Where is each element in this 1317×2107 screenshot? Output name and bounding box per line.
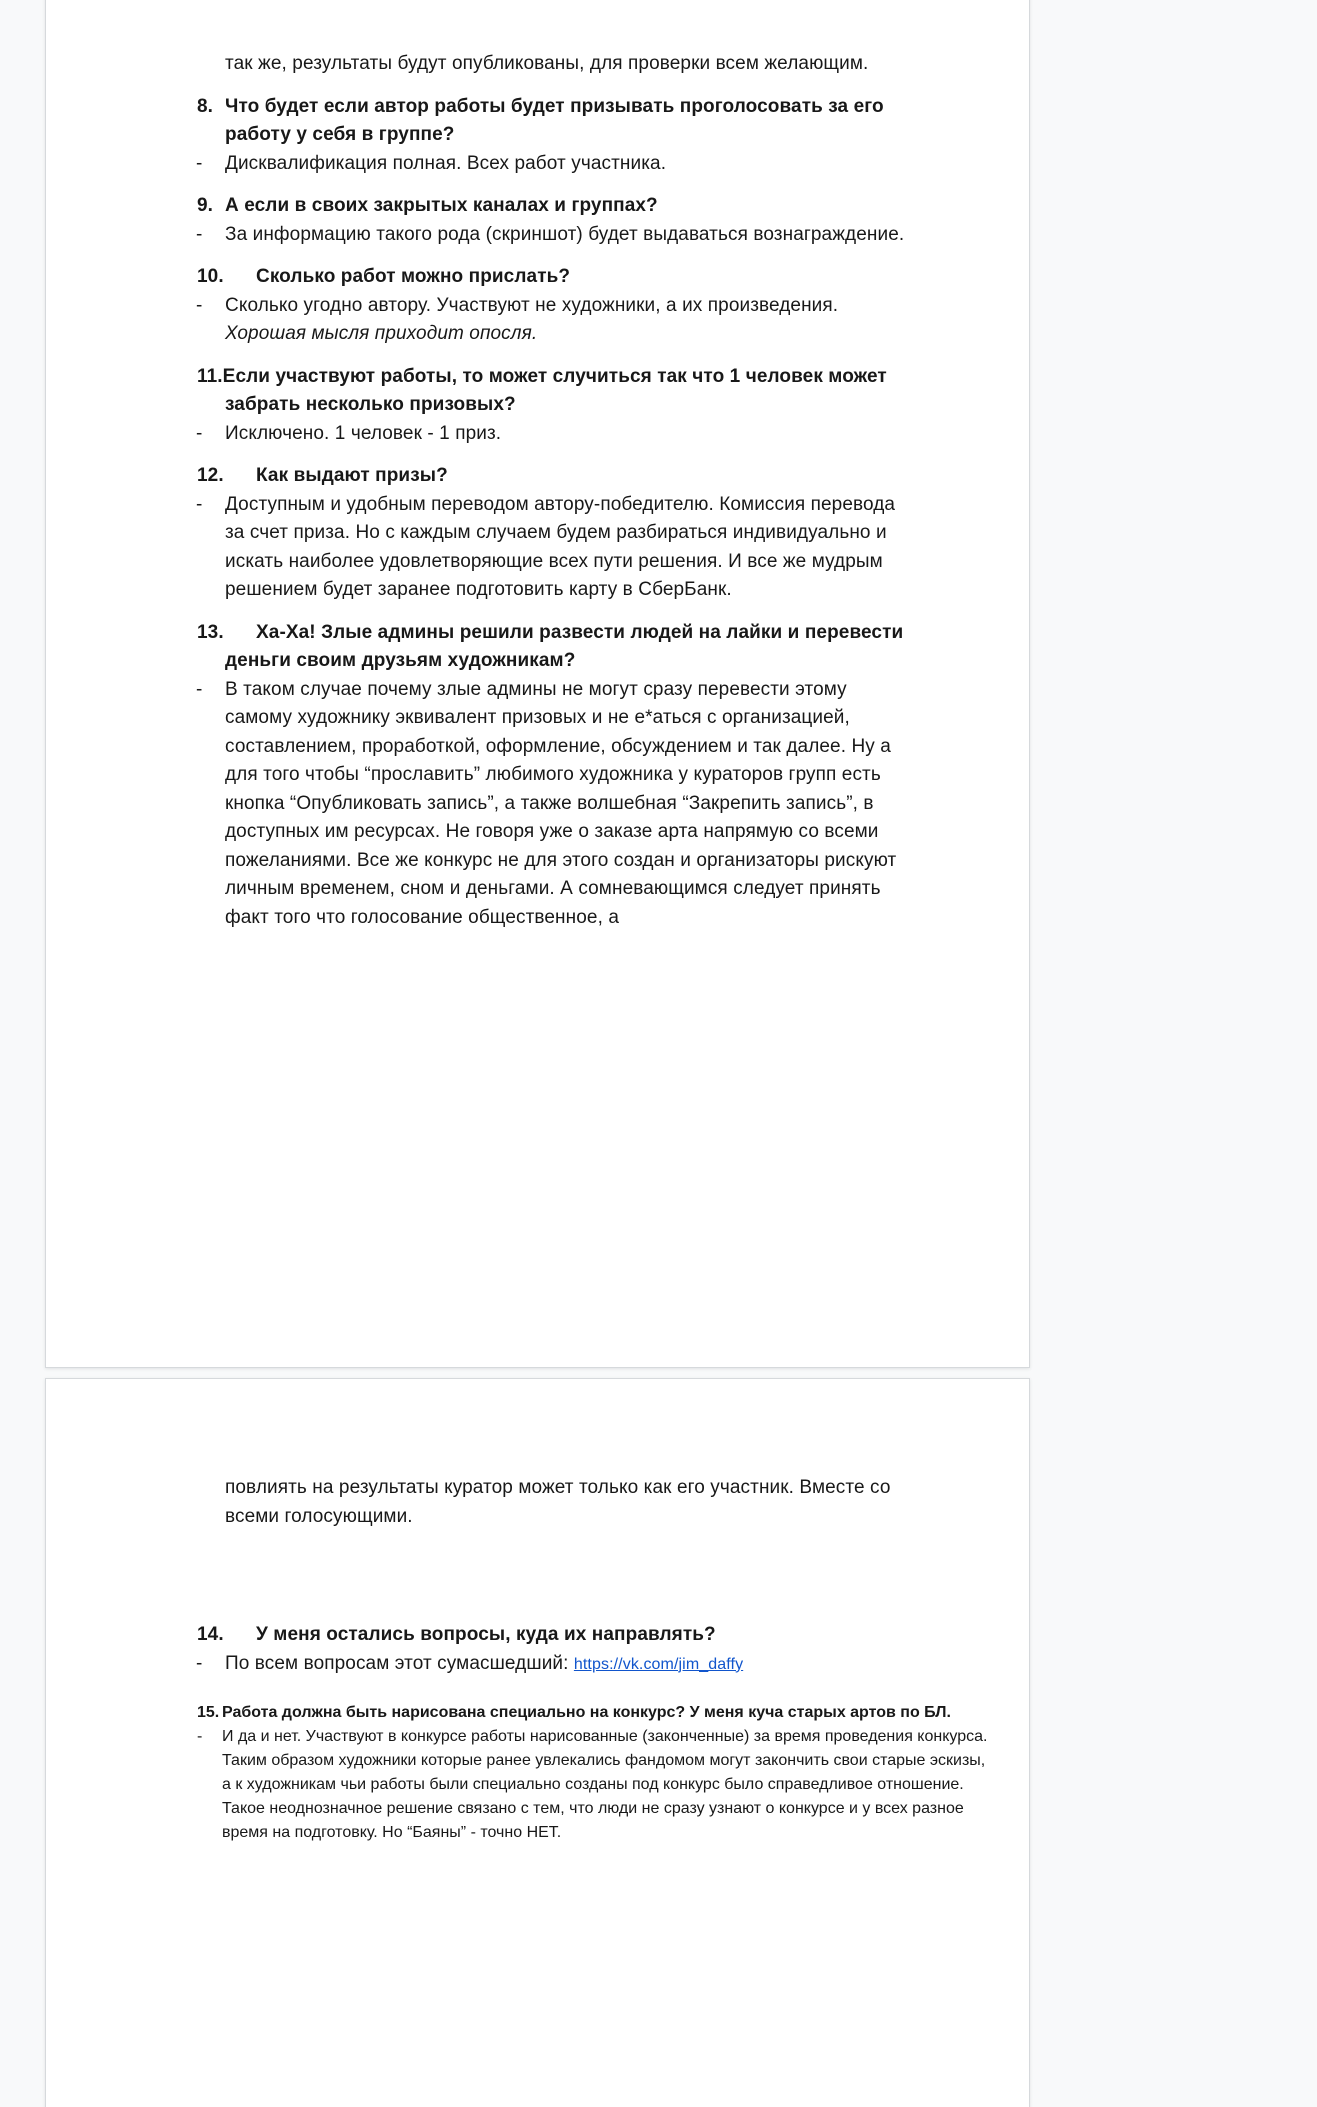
answer-item — [46, 491, 910, 605]
answer-item — [46, 420, 910, 449]
answer-item — [46, 676, 910, 933]
answer-text: За информацию такого рода (скриншот) будет выдаваться вознаграждение. — [225, 223, 905, 245]
paragraph-text: повлиять на результаты куратор может только как его участник. Вместе со всеми голосующими. — [225, 1477, 891, 1527]
paragraph-text: так же, результаты будут опубликованы, для проверки всем желающим. — [225, 53, 869, 74]
answer-text: Исключено. 1 человек - 1 приз. — [225, 422, 502, 444]
question-text: А если в своих закрытых каналах и группах? — [225, 195, 658, 216]
answer-item — [46, 1650, 910, 1680]
answer-text: Дисквалификация полная. Всех работ участника. — [225, 152, 667, 174]
answer-item — [46, 292, 910, 349]
question-item — [46, 192, 910, 221]
question-item — [46, 619, 910, 676]
answer-text: И да и нет. Участвуют в конкурсе работы нарисованные (законченные) за время проведения конкурса. Таким образом художники которые ранее увлекались фандомом могут закончить свои старые эскизы, а к художникам чьи работы были специально созданы под конкурс было справедливое отношение. Такое неоднозначное решение связано с тем, что люди не сразу узнают о конкурсе и у всех разное время на подготовку. Но “Баяны” - точно НЕТ. — [222, 1728, 988, 1841]
question-item — [46, 363, 910, 420]
question-text: Работа должна быть нарисована специально на конкурс? У меня куча старых артов по БЛ. — [222, 1704, 951, 1721]
page-1-content — [46, 0, 1029, 932]
question-item — [46, 1701, 992, 1725]
dash-marker: - — [196, 678, 203, 700]
dash-marker: - — [196, 223, 203, 245]
answer-text: В таком случае почему злые админы не могут сразу перевести этому самому художнику эквивалент призовых и не е*аться с организацией, составлением, проработкой, оформление, обсуждением и так далее. Ну а для того чтобы “прославить” любимого художника у кураторов групп есть кнопка “Опубликовать запись”, а также волшебная “Закрепить запись”, в доступных им ресурсах. Не говоря уже о заказе арта напрямую со всеми пожеланиями. Все же конкурс не для этого создан и организаторы рискуют личным временем, сном и деньгами. А сомневающимся следует принять факт того что голосование общественное, а — [225, 678, 897, 928]
paragraph — [46, 1474, 910, 1531]
question-number: 12. — [197, 465, 224, 486]
question-text: Что будет если автор работы будет призывать проголосовать за его работу у себя в группе? — [225, 95, 884, 145]
dash-marker: - — [196, 294, 203, 316]
dash-marker: - — [196, 422, 203, 444]
question-text: Если участвуют работы, то может случиться так что 1 человек может забрать несколько призовых? — [222, 365, 887, 415]
question-item — [46, 93, 910, 150]
page-1 — [45, 0, 1030, 1368]
question-number: 9. — [197, 195, 214, 216]
question-item — [46, 1621, 910, 1650]
question-number: 13. — [197, 621, 224, 643]
dash-marker: - — [196, 152, 203, 174]
question-number: 15. — [197, 1704, 220, 1721]
page-2 — [45, 1378, 1030, 2107]
answer-item — [46, 221, 910, 250]
answer-item — [46, 150, 910, 179]
question-number: 8. — [197, 95, 214, 117]
answer-text: Доступным и удобным переводом автору-победителю. Комиссия перевода за счет приза. Но с каждым случаем будем разбираться индивидуально и искать наиболее удовлетворяющие всех пути решения. И все же мудрым решением будет заранее подготовить карту в СберБанк. — [225, 493, 896, 600]
answer-item — [46, 1725, 992, 1845]
dash-marker: - — [197, 1728, 203, 1745]
question-text: У меня остались вопросы, куда их направлять? — [256, 1624, 716, 1645]
answer-italic-line: Хорошая мысля приходит опосля. — [225, 323, 538, 344]
question-number: 11. — [197, 365, 223, 387]
vk-link[interactable]: https://vk.com/jim_daffy — [573, 1655, 744, 1673]
question-text: Ха-Ха! Злые админы решили развести людей на лайки и перевести деньги своим друзьям художникам? — [225, 621, 904, 671]
question-item — [46, 263, 910, 292]
question-text: Как выдают призы? — [256, 465, 448, 486]
question-item — [46, 462, 910, 491]
answer-text: Сколько угодно автору. Участвуют не художники, а их произведения. — [225, 294, 839, 316]
answer-text: По всем вопросам этот сумасшедший: — [225, 1652, 574, 1674]
paragraph — [46, 50, 910, 79]
dash-marker: - — [196, 1652, 203, 1674]
question-number: 10. — [197, 266, 224, 287]
question-number: 14. — [197, 1624, 224, 1645]
page-2-content — [46, 1379, 1029, 1845]
question-text: Сколько работ можно прислать? — [256, 266, 571, 287]
dash-marker: - — [196, 493, 203, 515]
